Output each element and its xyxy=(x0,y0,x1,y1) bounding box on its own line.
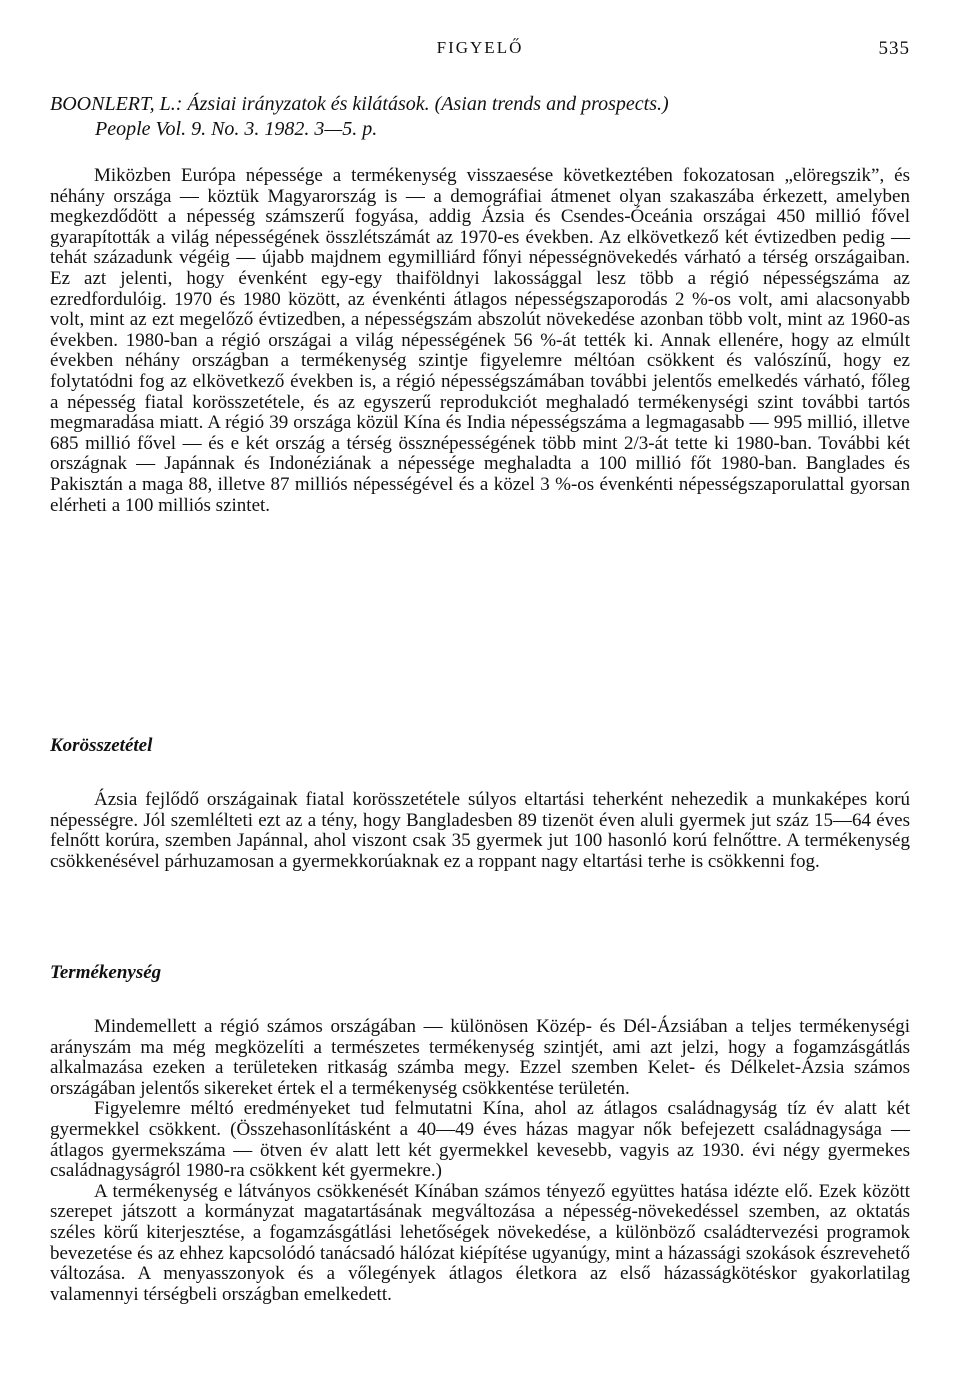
citation-line-2: People Vol. 9. No. 3. 1982. 3—5. p. xyxy=(95,118,378,140)
intro-section xyxy=(50,166,910,516)
section-heading: Termékenység xyxy=(50,962,162,983)
citation-line-1: BOONLERT, L.: Ázsiai irányzatok és kilátások. (Asian trends and prospects.) xyxy=(50,93,669,115)
running-title: FIGYELŐ xyxy=(436,38,524,57)
body-paragraph: Miközben Európa népessége a termékenység visszaesése következtében fokozatosan „elöregszik”, és néhány országa — köztük Magyarország is — a demográfiai átmenet olyan szakaszába érkezett, amelyben megkezdődött a népesség számszerű fogyása, addig Ázsia és Csendes-Óceánia országai 450 millió fővel gyarapították a világ népességének összlétszámát az 1970-es években. Az elkövetkező két évtizedben pedig — tehát századunk végéig — újabb majdnem egymilliárd főnyi népességnövekedés várható a térség országaiban. Ez azt jelenti, hogy évenként egy-egy thaiföldnyi lakossággal lesz több a régió népességszáma az ezredfordulóig. 1970 és 1980 között, az évenkénti átlagos népességszaporodás 2 %-os volt, ami alacsonyabb volt, mint az ezt megelőző évtizedben, a népességszám abszolút növekedése azonban több volt, mint az 1960-as években. 1980-ban a régió országai a világ népességének 56 %-át tették ki. Annak ellenére, hogy az elmúlt években néhány országban a termékenység szintje figyelemre méltóan csökkent és valószínű, hogy ez folytatódni fog az elkövetkező években is, a régió népességszámában további jelentős emelkedés várható, főleg a népesség fiatal korösszetétele, és az egyszerű reprodukciót meghaladó termékenységi szint további tartós megmaradása miatt. A régió 39 országa közül Kína és India népességszáma a legmagasabb — 995 millió, illetve 685 millió fővel — és e két ország a térség össznépességének több mint 2/3-át tette ki 1980-ban. További két országnak — Japánnak és Indonéziának a népessége meghaladta a 100 millió főt 1980-ban. Banglades és Pakisztán a maga 88, illetve 87 milliós népességével és a közel 3 %-os évenkénti népességszaporulattal gyorsan elérheti a 100 milliós szintet. xyxy=(50,165,910,516)
bibliographic-citation xyxy=(50,92,910,142)
body-paragraph: Figyelemre méltó eredményeket tud felmutatni Kína, ahol az átlagos családnagyság tíz év alatt két gyermekkel csökkent. (Összehasonlításként a 40—49 éves házas magyar nők befejezett családnagysága — átlagos gyermekszáma — ötven év alatt lett két gyermekkel kevesebb, vagyis az 1930. évi négy gyermekes családnagyságról 1980-ra csökkent két gyermekre.) xyxy=(50,1098,910,1182)
page-number: 535 xyxy=(878,38,910,59)
body-paragraph: A termékenység e látványos csökkenését Kínában számos tényező együttes hatása idézte elő. Ezek között szerepet játszott a kormányzat magatartásának megváltozása a népesség-növekedéssel szemben, az oktatás széles körű kiterjesztése, a fogamzásgátlási lehetőségek növekedése, a különböző családtervezési programok bevezetése és az ehhez kapcsolódó tanácsadó hálózat kiépítése ugyanúgy, mint a házassági szokások észrevehető változása. A menyasszonyok és a vőlegények átlagos életkora az első házasságkötéskor gyakorlatilag valamennyi térségbeli országban emelkedett. xyxy=(50,1180,910,1305)
age-structure-section xyxy=(50,735,910,872)
section-heading: Korösszetétel xyxy=(50,735,153,756)
fertility-section xyxy=(50,962,910,1305)
body-paragraph: Ázsia fejlődő országainak fiatal korösszetétele súlyos eltartási teherként nehezedik a munkaképes korú népességre. Jól szemlélteti ezt az a tény, hogy Bangladesben 89 tizenöt éven aluli gyermek jut száz 15—64 éves felnőtt korúra, szemben Japánnal, ahol viszont csak 35 gyermek jut 100 hasonló korú felnőttre. A termékenység csökkenésével párhuzamosan a gyermekkorúaknak ez a roppant nagy eltartási terhe is csökkenni fog. xyxy=(50,789,910,872)
page-header xyxy=(50,38,910,68)
body-paragraph: Mindemellett a régió számos országában — különösen Közép- és Dél-Ázsiában a teljes termékenységi arányszám ma még megközelíti a természetes termékenység szintjét, ami azt jelzi, hogy a fogamzásgátlás alkalmazása ezeken a területeken ritkaság számba megy. Ezzel szemben Kelet- és Délkelet-Ázsia számos országában jelentős sikereket értek el a termékenység csökkentése területén. xyxy=(50,1016,910,1099)
